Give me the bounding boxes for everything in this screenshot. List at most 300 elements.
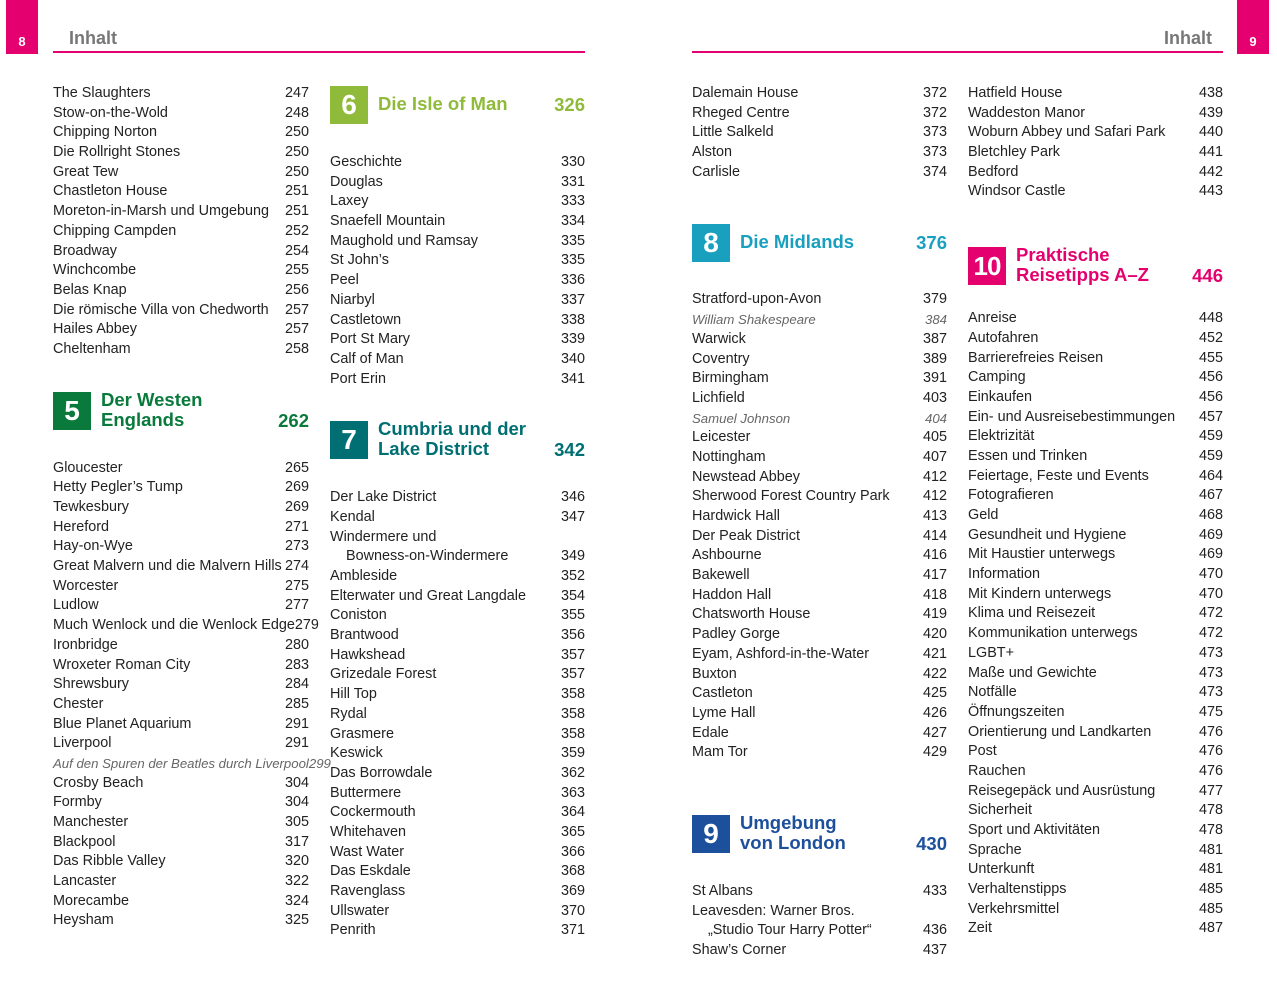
toc-entry — [53, 872, 309, 892]
entry-title: Leicester — [692, 429, 751, 446]
entry-title: Geld — [968, 507, 999, 523]
entry-page-number: 459 — [1198, 447, 1223, 464]
toc-entry — [692, 104, 947, 124]
entry-title: Mam Tor — [692, 744, 748, 761]
entry-title: Ambleside — [330, 568, 398, 584]
toc-entry — [330, 212, 585, 232]
entry-title: Alston — [692, 144, 732, 161]
entry-title: Hill Top — [330, 686, 377, 703]
entry-title: Verhaltenstipps — [968, 881, 1067, 898]
entry-page-number: 420 — [922, 626, 947, 643]
entry-page-number: 357 — [560, 646, 585, 663]
toc-entry — [692, 330, 947, 350]
entry-page-number: 317 — [284, 833, 309, 850]
entry-title: Bakewell — [692, 567, 750, 584]
toc-entry — [692, 448, 947, 468]
entry-title: Dalemain House — [692, 85, 799, 101]
entry-title: St John’s — [330, 252, 389, 269]
entry-page-number: 485 — [1198, 881, 1223, 898]
entry-list — [330, 153, 585, 389]
toc-entry — [330, 350, 585, 370]
toc-entry — [53, 833, 309, 853]
entry-page-number: 407 — [922, 448, 947, 465]
page-number: 8 — [18, 34, 26, 49]
entry-page-number: 277 — [284, 597, 309, 614]
entry-title: Leavesden: Warner Bros. — [692, 902, 855, 919]
entry-title: „Studio Tour Harry Potter“ — [708, 922, 872, 939]
entry-page-number: 421 — [922, 645, 947, 662]
entry-page-number: 391 — [922, 370, 947, 387]
entry-page-number: 404 — [924, 410, 947, 426]
toc-entry — [330, 370, 585, 390]
entry-title: Cockermouth — [330, 804, 416, 821]
entry-title: Shaw’s Corner — [692, 942, 787, 958]
toc-entry — [968, 762, 1223, 782]
toc-entry — [692, 704, 947, 724]
toc-entry — [968, 585, 1223, 605]
entry-title: Elektrizität — [968, 428, 1035, 445]
entry-page-number: 364 — [560, 804, 585, 821]
entry-page-number: 362 — [560, 764, 585, 781]
toc-entry — [330, 862, 585, 882]
toc-entry — [53, 793, 309, 813]
chapter-number-badge: 6 — [330, 86, 368, 124]
entry-page-number: 476 — [1198, 723, 1223, 740]
entry-page-number: 250 — [284, 144, 309, 161]
entry-title: Mit Kindern unterwegs — [968, 585, 1112, 602]
toc-entry — [968, 703, 1223, 723]
toc-entry — [968, 486, 1223, 506]
entry-title: Windermere und — [330, 528, 437, 545]
chapter-title-line: Umgebung — [740, 811, 837, 833]
entry-title: Hay-on-Wye — [53, 538, 133, 555]
entry-title: Hereford — [53, 518, 109, 535]
entry-title: Rauchen — [968, 762, 1026, 779]
toc-entry — [968, 467, 1223, 487]
chapter-title — [1016, 245, 1149, 285]
entry-title: Auf den Spuren der Beatles durch Liverpool — [53, 755, 309, 771]
toc-entry — [968, 919, 1223, 939]
entry-page-number: 248 — [284, 104, 309, 121]
toc-entry — [330, 330, 585, 350]
entry-page-number: 255 — [284, 262, 309, 279]
page-header-right: Inhalt — [1164, 28, 1212, 48]
chapter-page-number: 376 — [916, 232, 947, 254]
entry-page-number: 280 — [284, 636, 309, 653]
toc-entry — [968, 821, 1223, 841]
entry-page-number: 247 — [284, 85, 309, 101]
toc-entry — [968, 860, 1223, 880]
chapter-heading — [330, 409, 585, 488]
entry-title: Klima und Reisezeit — [968, 605, 1096, 622]
toc-entry — [53, 557, 309, 577]
entry-title: Samuel Johnson — [692, 410, 791, 426]
chapter-heading — [692, 803, 947, 882]
toc-entry — [692, 586, 947, 606]
toc-entry — [53, 222, 309, 242]
entry-page-number: 333 — [560, 193, 585, 210]
entry-title: Buxton — [692, 665, 737, 682]
entry-title: Das Borrowdale — [330, 764, 433, 781]
toc-entry — [968, 447, 1223, 467]
entry-page-number: 337 — [560, 291, 585, 308]
entry-title: Carlisle — [692, 163, 740, 180]
entry-title: Sport und Aktivitäten — [968, 822, 1100, 838]
entry-page-number: 481 — [1198, 841, 1223, 858]
entry-title: Chastleton House — [53, 183, 168, 200]
entry-page-number: 418 — [922, 586, 947, 603]
entry-title: Newstead Abbey — [692, 468, 800, 485]
entry-page-number: 368 — [560, 863, 585, 880]
toc-entry — [692, 389, 947, 409]
entry-page-number: 475 — [1198, 703, 1223, 720]
entry-page-number: 355 — [560, 607, 585, 624]
toc-entry — [53, 242, 309, 262]
entry-page-number: 452 — [1198, 329, 1223, 346]
toc-entry — [968, 182, 1223, 202]
entry-list — [968, 309, 1223, 939]
entry-page-number: 414 — [922, 527, 947, 544]
entry-page-number: 441 — [1198, 144, 1223, 161]
entry-title: Great Tew — [53, 163, 119, 180]
entry-page-number: 254 — [284, 242, 309, 259]
entry-title: Laxey — [330, 193, 369, 210]
entry-title: Blackpool — [53, 833, 116, 850]
entry-page-number: 387 — [922, 330, 947, 347]
entry-page-number: 347 — [560, 508, 585, 525]
entry-title: Nottingham — [692, 448, 766, 465]
toc-entry — [968, 349, 1223, 369]
entry-title: Notfälle — [968, 684, 1017, 701]
entry-title: Anreise — [968, 310, 1017, 327]
entry-page-number: 358 — [560, 705, 585, 722]
toc-entry — [968, 841, 1223, 861]
entry-title: Ludlow — [53, 597, 99, 614]
toc-entry — [330, 744, 585, 764]
toc-entry — [53, 892, 309, 912]
entry-title: Barrierefreies Reisen — [968, 349, 1104, 366]
entry-title: Ironbridge — [53, 636, 118, 653]
toc-entry — [968, 104, 1223, 124]
toc-entry — [692, 941, 947, 961]
entry-title: Chipping Campden — [53, 222, 177, 239]
toc-entry — [53, 774, 309, 794]
entry-list — [53, 459, 331, 932]
chapter-heading — [968, 235, 1223, 309]
chapter-title-line: Reisetipps A–Z — [1016, 264, 1149, 286]
toc-entry — [53, 163, 309, 183]
entry-page-number: 448 — [1198, 310, 1223, 327]
entry-title: Maße und Gewichte — [968, 664, 1097, 681]
toc-entry — [330, 705, 585, 725]
entry-page-number: 338 — [560, 311, 585, 328]
chapter-number-badge: 8 — [692, 224, 730, 262]
entry-title: The Slaughters — [53, 85, 151, 101]
entry-title: Verkehrsmittel — [968, 900, 1060, 917]
entry-title: Castletown — [330, 311, 402, 328]
toc-entry — [330, 921, 585, 941]
entry-title: Information — [968, 566, 1040, 583]
toc-entry — [692, 665, 947, 685]
toc-entry — [968, 388, 1223, 408]
chapter-title-line: Die Isle of Man — [378, 93, 508, 114]
chapter-page-number: 262 — [278, 409, 309, 431]
toc-entry — [692, 743, 947, 763]
toc-entry — [330, 665, 585, 685]
entry-title: Bletchley Park — [968, 144, 1060, 161]
entry-page-number: 412 — [922, 488, 947, 505]
entry-title: Gesundheit und Hygiene — [968, 526, 1127, 543]
entry-title: Worcester — [53, 577, 119, 594]
header-rule-left — [53, 51, 585, 53]
toc-entry — [330, 587, 585, 607]
chapter-page-number: 326 — [554, 94, 585, 115]
toc-entry — [330, 173, 585, 193]
entry-title: Warwick — [692, 330, 746, 347]
entry-title: Tewkesbury — [53, 499, 129, 515]
entry-title: Lichfield — [692, 389, 745, 406]
feature-entry — [692, 409, 947, 429]
toc-entry — [53, 104, 309, 124]
entry-page-number: 485 — [1198, 900, 1223, 917]
entry-page-number: 457 — [1198, 408, 1223, 425]
toc-entry — [53, 734, 309, 754]
entry-page-number: 417 — [922, 567, 947, 584]
entry-page-number: 363 — [560, 784, 585, 801]
entry-page-number: 467 — [1198, 487, 1223, 504]
toc-entry — [330, 311, 585, 331]
chapter-title — [378, 94, 508, 114]
entry-title: Coventry — [692, 350, 750, 367]
entry-page-number: 358 — [560, 686, 585, 703]
entry-page-number: 341 — [560, 370, 585, 387]
entry-title: Sprache — [968, 841, 1022, 858]
entry-title: Port Erin — [330, 370, 386, 387]
toc-entry — [330, 291, 585, 311]
toc-entry — [330, 508, 585, 528]
entry-page-number: 354 — [560, 587, 585, 604]
toc-entry — [692, 350, 947, 370]
entry-title: Reisegepäck und Ausrüstung — [968, 782, 1156, 799]
toc-entry — [53, 281, 309, 301]
toc-entry — [330, 251, 585, 271]
entry-title: Hardwick Hall — [692, 508, 780, 524]
entry-page-number: 349 — [560, 548, 585, 565]
entry-title: Haddon Hall — [692, 586, 772, 603]
toc-entry — [53, 202, 309, 222]
chapter-heading — [692, 222, 947, 290]
toc-entry — [330, 547, 585, 567]
toc-entry — [53, 675, 309, 695]
entry-title: Castleton — [692, 685, 753, 702]
chapter-number-badge: 9 — [692, 815, 730, 853]
toc-entry — [692, 507, 947, 527]
entry-title: Manchester — [53, 814, 129, 830]
toc-entry — [330, 823, 585, 843]
entry-title: Einkaufen — [968, 388, 1033, 405]
toc-entry — [53, 656, 309, 676]
entry-title: William Shakespeare — [692, 312, 816, 328]
entry-page-number: 275 — [284, 577, 309, 594]
toc-entry — [968, 683, 1223, 703]
entry-page-number: 472 — [1198, 625, 1223, 642]
entry-title: Winchcombe — [53, 262, 137, 279]
entry-title: Coniston — [330, 607, 387, 624]
toc-entry — [330, 528, 585, 548]
toc-entry — [692, 902, 947, 922]
toc-entry — [692, 605, 947, 625]
chapter-title-line: Die Midlands — [740, 231, 855, 253]
page-number: 9 — [1249, 34, 1257, 49]
entry-title: Das Ribble Valley — [53, 853, 166, 870]
entry-title: Elterwater und Great Langdale — [330, 587, 526, 604]
toc-entry — [330, 784, 585, 804]
entry-page-number: 291 — [284, 715, 309, 732]
toc-entry — [330, 567, 585, 587]
toc-entry — [330, 153, 585, 173]
entry-title: Die römische Villa von Chedworth — [53, 301, 269, 318]
entry-page-number: 442 — [1198, 163, 1223, 180]
entry-list — [330, 488, 585, 941]
entry-title: Essen und Trinken — [968, 447, 1088, 464]
chapter-title-line: Lake District — [378, 438, 490, 460]
entry-page-number: 469 — [1198, 526, 1223, 543]
entry-title: Grizedale Forest — [330, 666, 437, 683]
entry-title: Edale — [692, 724, 729, 741]
toc-entry — [692, 684, 947, 704]
chapter-number-badge: 7 — [330, 421, 368, 459]
entry-page-number: 320 — [284, 853, 309, 870]
entry-page-number: 487 — [1198, 920, 1223, 937]
toc-entry — [692, 527, 947, 547]
entry-page-number: 252 — [284, 222, 309, 239]
entry-title: Der Peak District — [692, 527, 800, 544]
entry-page-number: 438 — [1198, 85, 1223, 101]
toc-entry — [53, 182, 309, 202]
entry-page-number: 405 — [922, 429, 947, 446]
entry-title: Birmingham — [692, 370, 769, 387]
chapter-number-badge: 5 — [53, 392, 91, 430]
entry-title: Die Rollright Stones — [53, 144, 181, 161]
entry-page-number: 352 — [560, 568, 585, 584]
toc-entry — [330, 803, 585, 823]
entry-page-number: 481 — [1198, 861, 1223, 878]
entry-page-number: 422 — [922, 665, 947, 682]
toc-entry — [968, 604, 1223, 624]
chapter-title-line: Englands — [101, 408, 185, 430]
entry-page-number: 358 — [560, 725, 585, 742]
entry-page-number: 472 — [1198, 605, 1223, 622]
entry-title: Lyme Hall — [692, 704, 756, 721]
entry-page-number: 331 — [560, 173, 585, 190]
entry-page-number: 299 — [308, 755, 331, 771]
entry-page-number: 468 — [1198, 507, 1223, 523]
entry-page-number: 473 — [1198, 644, 1223, 661]
chapter-title — [740, 232, 854, 252]
entry-title: Douglas — [330, 173, 383, 190]
entry-title: Broadway — [53, 242, 117, 259]
toc-entry — [330, 232, 585, 252]
entry-page-number: 371 — [560, 922, 585, 939]
entry-title: Orientierung und Landkarten — [968, 723, 1152, 740]
entry-page-number: 374 — [922, 163, 947, 180]
entry-page-number: 250 — [284, 124, 309, 141]
entry-list — [692, 882, 947, 961]
entry-page-number: 426 — [922, 704, 947, 721]
entry-page-number: 436 — [922, 922, 947, 939]
entry-page-number: 443 — [1198, 183, 1223, 200]
chapter-page-number: 446 — [1192, 265, 1223, 287]
toc-entry — [53, 301, 309, 321]
toc-entry — [968, 143, 1223, 163]
toc-entry — [53, 596, 309, 616]
chapter-number-badge: 10 — [968, 247, 1006, 285]
entry-title: Camping — [968, 369, 1026, 386]
toc-entry — [53, 498, 309, 518]
toc-entry — [968, 664, 1223, 684]
entry-title: Wast Water — [330, 843, 405, 860]
entry-title: Zeit — [968, 920, 992, 937]
entry-page-number: 437 — [922, 942, 947, 958]
entry-title: Moreton-in-Marsh und Umgebung — [53, 203, 269, 220]
page-header-left: Inhalt — [69, 28, 117, 48]
entry-title: Sherwood Forest Country Park — [692, 488, 890, 505]
entry-title: Great Malvern und die Malvern Hills — [53, 558, 282, 575]
toc-entry — [692, 921, 947, 941]
entry-title: Woburn Abbey und Safari Park — [968, 124, 1166, 141]
chapter-title-line: von London — [740, 831, 846, 853]
entry-page-number: 425 — [922, 685, 947, 702]
entry-page-number: 325 — [284, 912, 309, 929]
toc-entry — [692, 724, 947, 744]
entry-page-number: 273 — [284, 538, 309, 555]
entry-page-number: 439 — [1198, 104, 1223, 121]
toc-entry — [968, 427, 1223, 447]
toc-entry — [968, 782, 1223, 802]
entry-page-number: 373 — [922, 144, 947, 161]
chapter-title — [101, 390, 202, 430]
entry-page-number: 427 — [922, 724, 947, 741]
toc-column-4 — [968, 84, 1223, 939]
entry-title: Cheltenham — [53, 340, 131, 357]
entry-title: Post — [968, 743, 997, 760]
entry-page-number: 279 — [294, 617, 319, 634]
entry-title: Grasmere — [330, 725, 394, 742]
entry-page-number: 335 — [560, 252, 585, 269]
entry-title: Brantwood — [330, 627, 399, 644]
entry-page-number: 251 — [284, 183, 309, 200]
toc-entry — [330, 646, 585, 666]
toc-entry — [968, 408, 1223, 428]
toc-entry — [692, 566, 947, 586]
entry-title: Windsor Castle — [968, 183, 1066, 200]
entry-title: Penrith — [330, 922, 376, 939]
entry-title: Feiertage, Feste und Events — [968, 467, 1149, 484]
toc-entry — [53, 852, 309, 872]
entry-title: Calf of Man — [330, 350, 404, 367]
entry-title: Ashbourne — [692, 547, 762, 564]
entry-title: Rydal — [330, 705, 367, 722]
entry-title: Lancaster — [53, 873, 117, 890]
toc-entry — [53, 84, 309, 104]
entry-title: Chatsworth House — [692, 606, 811, 623]
entry-title: Padley Gorge — [692, 626, 780, 643]
entry-page-number: 440 — [1198, 124, 1223, 141]
entry-title: Hatfield House — [968, 85, 1063, 101]
toc-entry — [53, 518, 309, 538]
entry-page-number: 257 — [284, 301, 309, 318]
entry-title: Buttermere — [330, 784, 402, 801]
